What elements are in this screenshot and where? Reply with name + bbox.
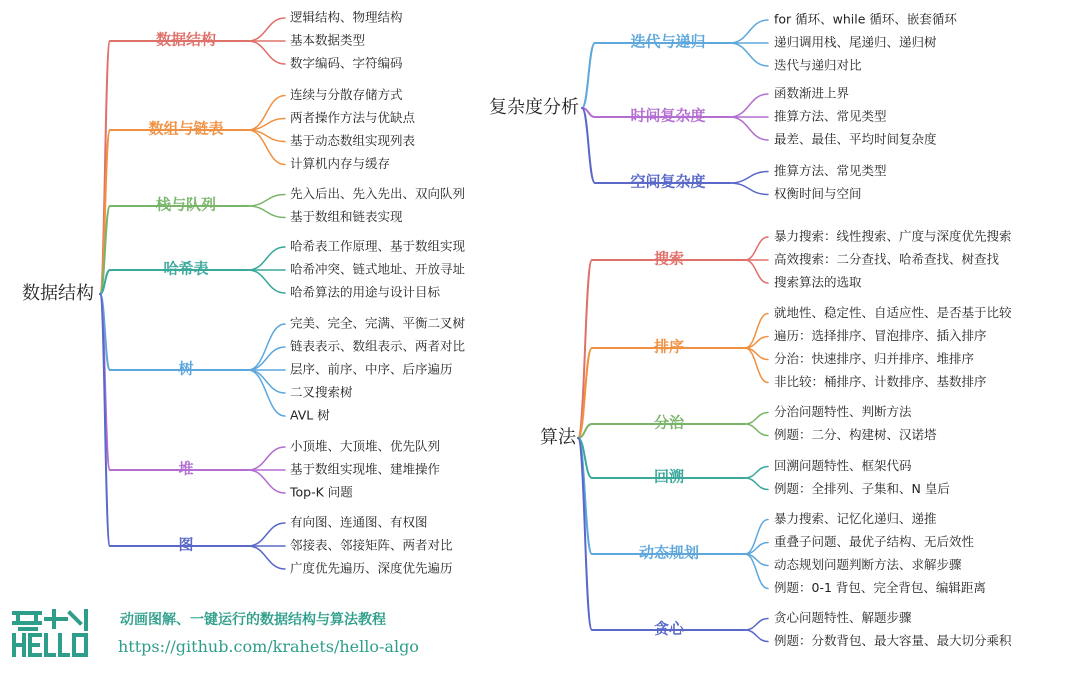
- algo_tree-leaf-label: 例题：分数背包、最大容量、最大切分乘积: [774, 633, 1012, 648]
- algo_tree-leaf-label: 分治问题特性、判断方法: [774, 404, 912, 419]
- algo_tree-leaf-link: [745, 467, 768, 479]
- mind-map-nodes: [22, 10, 1012, 649]
- algo_tree-branch-label: 贪心: [653, 619, 685, 638]
- left_tree-leaf-label: 链表表示、数组表示、两者对比: [290, 338, 466, 354]
- algo_tree-leaf-label: 重叠子问题、最优子结构、无后效性: [774, 534, 975, 549]
- algo_tree-leaf-label: 非比较：桶排序、计数排序、基数排序: [774, 374, 987, 389]
- algo_tree-leaf-link: [745, 424, 768, 436]
- left_tree-leaf-label: Top-K 问题: [290, 484, 353, 500]
- left_tree-leaf-link: [248, 447, 285, 470]
- left_tree-branch-label: 树: [178, 359, 194, 378]
- left_tree-leaf-label: 先入后出、先入先出、双向队列: [290, 186, 466, 201]
- footer-url-link[interactable]: https://github.com/krahets/hello-algo: [118, 637, 419, 656]
- left_tree-leaf-link: [248, 370, 285, 393]
- footer-title: 动画图解、一键运行的数据结构与算法教程: [120, 612, 386, 628]
- left_tree-leaf-label: 哈希表工作原理、基于数组实现: [290, 238, 466, 254]
- algo_tree-leaf-label: 例题：0-1 背包、完全背包、编辑距离: [774, 580, 986, 595]
- algo_tree-leaf-label: 分治：快速排序、归并排序、堆排序: [774, 351, 975, 366]
- left_tree-leaf-link: [248, 347, 285, 370]
- left_tree-leaf-label: AVL 树: [290, 407, 330, 423]
- left_tree-leaf-link: [248, 523, 285, 546]
- algo_tree-leaf-label: 暴力搜索：线性搜索、广度与深度优先搜索: [774, 228, 1012, 244]
- algo_tree-branch-label: 搜索: [653, 249, 685, 268]
- algo_tree-leaf-link: [745, 260, 768, 283]
- left_tree-leaf-label: 二叉搜索树: [290, 384, 353, 400]
- complexity_tree-branch-label: 迭代与递归: [630, 32, 706, 51]
- left_tree-branch-label: 图: [178, 535, 194, 554]
- algo_tree-branch-link: [578, 438, 592, 630]
- complexity_tree-leaf-label: 最差、最佳、平均时间复杂度: [774, 131, 937, 147]
- algo_tree-leaf-label: 高效搜索：二分查找、哈希查找、树查找: [774, 251, 1000, 267]
- complexity_tree-branch-link: [582, 108, 595, 183]
- complexity_tree-leaf-link: [730, 117, 768, 140]
- algo_tree-leaf-label: 暴力搜索、记忆化递归、递推: [774, 511, 937, 526]
- left_tree-branch-label: 数组与链表: [148, 119, 224, 138]
- left_tree-leaf-label: 完美、完全、完满、平衡二叉树: [290, 315, 466, 331]
- left_tree-leaf-link: [248, 41, 285, 64]
- left_tree-leaf-label: 小顶堆、大顶堆、优先队列: [290, 438, 441, 454]
- left_tree-leaf-label: 哈希算法的用途与设计目标: [290, 284, 441, 300]
- left_tree-leaf-link: [248, 195, 285, 207]
- algo_tree-leaf-label: 回溯问题特性、框架代码: [774, 458, 912, 473]
- complexity_tree-leaf-label: 递归调用栈、尾递归、递归树: [774, 34, 937, 50]
- left_tree-leaf-label: 数字编码、字符编码: [290, 55, 403, 71]
- left_tree-leaf-label: 层序、前序、中序、后序遍历: [290, 361, 453, 377]
- algo_tree-branch-label: 排序: [653, 337, 685, 356]
- complexity_tree-leaf-link: [730, 172, 768, 184]
- left_tree-leaf-label: 有向图、连通图、有权图: [290, 514, 428, 530]
- left_tree-leaf-link: [248, 18, 285, 41]
- algo_tree-branch-label: 分治: [653, 413, 685, 432]
- algo_tree-leaf-label: 就地性、稳定性、自适应性、是否基于比较: [774, 305, 1012, 320]
- left_tree-leaf-label: 哈希冲突、链式地址、开放寻址: [290, 261, 466, 277]
- left_tree-leaf-label: 基本数据类型: [290, 32, 366, 48]
- algo_tree-leaf-label: 例题：全排列、子集和、N 皇后: [774, 481, 950, 496]
- algo_tree-leaf-label: 遍历：选择排序、冒泡排序、插入排序: [774, 328, 987, 343]
- complexity_tree-leaf-link: [730, 94, 768, 117]
- complexity_tree-leaf-link: [730, 43, 768, 66]
- complexity_tree-leaf-link: [730, 183, 768, 195]
- complexity_tree-leaf-label: for 循环、while 循环、嵌套循环: [774, 11, 957, 27]
- algo_tree-leaf-label: 搜索算法的选取: [774, 274, 862, 290]
- left_tree-leaf-label: 基于数组和链表实现: [290, 209, 403, 224]
- left_tree-leaf-label: 邻接表、邻接矩阵、两者对比: [290, 537, 453, 553]
- algo_tree-leaf-label: 例题：二分、构建树、汉诺塔: [774, 427, 937, 442]
- left_tree-leaf-label: 基于数组实现堆、建堆操作: [290, 461, 441, 477]
- left_tree-leaf-label: 逻辑结构、物理结构: [290, 9, 403, 25]
- left_tree-branch-label: 数据结构: [155, 30, 217, 49]
- complexity_tree-leaf-label: 推算方法、常见类型: [774, 163, 887, 178]
- complexity_tree-branch-label: 时间复杂度: [630, 106, 706, 125]
- left_tree-leaf-label: 连续与分散存储方式: [290, 87, 403, 102]
- left_tree-branch-label: 堆: [178, 459, 194, 478]
- algo_tree-root: 算法: [540, 427, 576, 448]
- complexity_tree-branch-link: [582, 43, 595, 108]
- complexity_tree-branch-label: 空间复杂度: [630, 172, 706, 191]
- algo_tree-leaf-label: 动态规划问题判断方法、求解步骤: [774, 557, 962, 572]
- algo_tree-leaf-link: [745, 619, 768, 631]
- complexity_tree-leaf-label: 迭代与递归对比: [774, 57, 862, 73]
- algo_tree-leaf-label: 贪心问题特性、解题步骤: [774, 610, 912, 625]
- left_tree-leaf-link: [248, 270, 285, 293]
- algo_tree-branch-label: 动态规划: [638, 543, 700, 562]
- algo_tree-leaf-link: [745, 478, 768, 490]
- algo_tree-leaf-link: [745, 413, 768, 425]
- left_tree-root: 数据结构: [22, 283, 94, 304]
- left_tree-branch-label: 栈与队列: [155, 195, 217, 214]
- left_tree-leaf-link: [248, 546, 285, 569]
- algo_tree-leaf-link: [745, 237, 768, 260]
- complexity_tree-leaf-label: 函数渐进上界: [774, 85, 850, 101]
- hello-algo-logo: [10, 607, 92, 657]
- left_tree-leaf-link: [248, 370, 285, 416]
- algo_tree-branch-label: 回溯: [653, 467, 685, 486]
- left_tree-leaf-link: [248, 247, 285, 270]
- complexity_tree-leaf-link: [730, 20, 768, 43]
- left_tree-leaf-link: [248, 324, 285, 370]
- algo_tree-leaf-link: [745, 630, 768, 642]
- left_tree-leaf-label: 计算机内存与缓存: [290, 156, 391, 171]
- left_tree-leaf-link: [248, 470, 285, 493]
- complexity_tree-leaf-label: 权衡时间与空间: [774, 186, 862, 201]
- complexity_tree-root: 复杂度分析: [489, 97, 579, 118]
- left_tree-branch-label: 哈希表: [163, 259, 209, 278]
- left_tree-leaf-label: 两者操作方法与优缺点: [290, 110, 416, 125]
- left_tree-leaf-link: [248, 206, 285, 218]
- complexity_tree-leaf-label: 推算方法、常见类型: [774, 108, 887, 124]
- left_tree-leaf-label: 基于动态数组实现列表: [290, 133, 416, 148]
- left_tree-leaf-label: 广度优先遍历、深度优先遍历: [290, 560, 453, 576]
